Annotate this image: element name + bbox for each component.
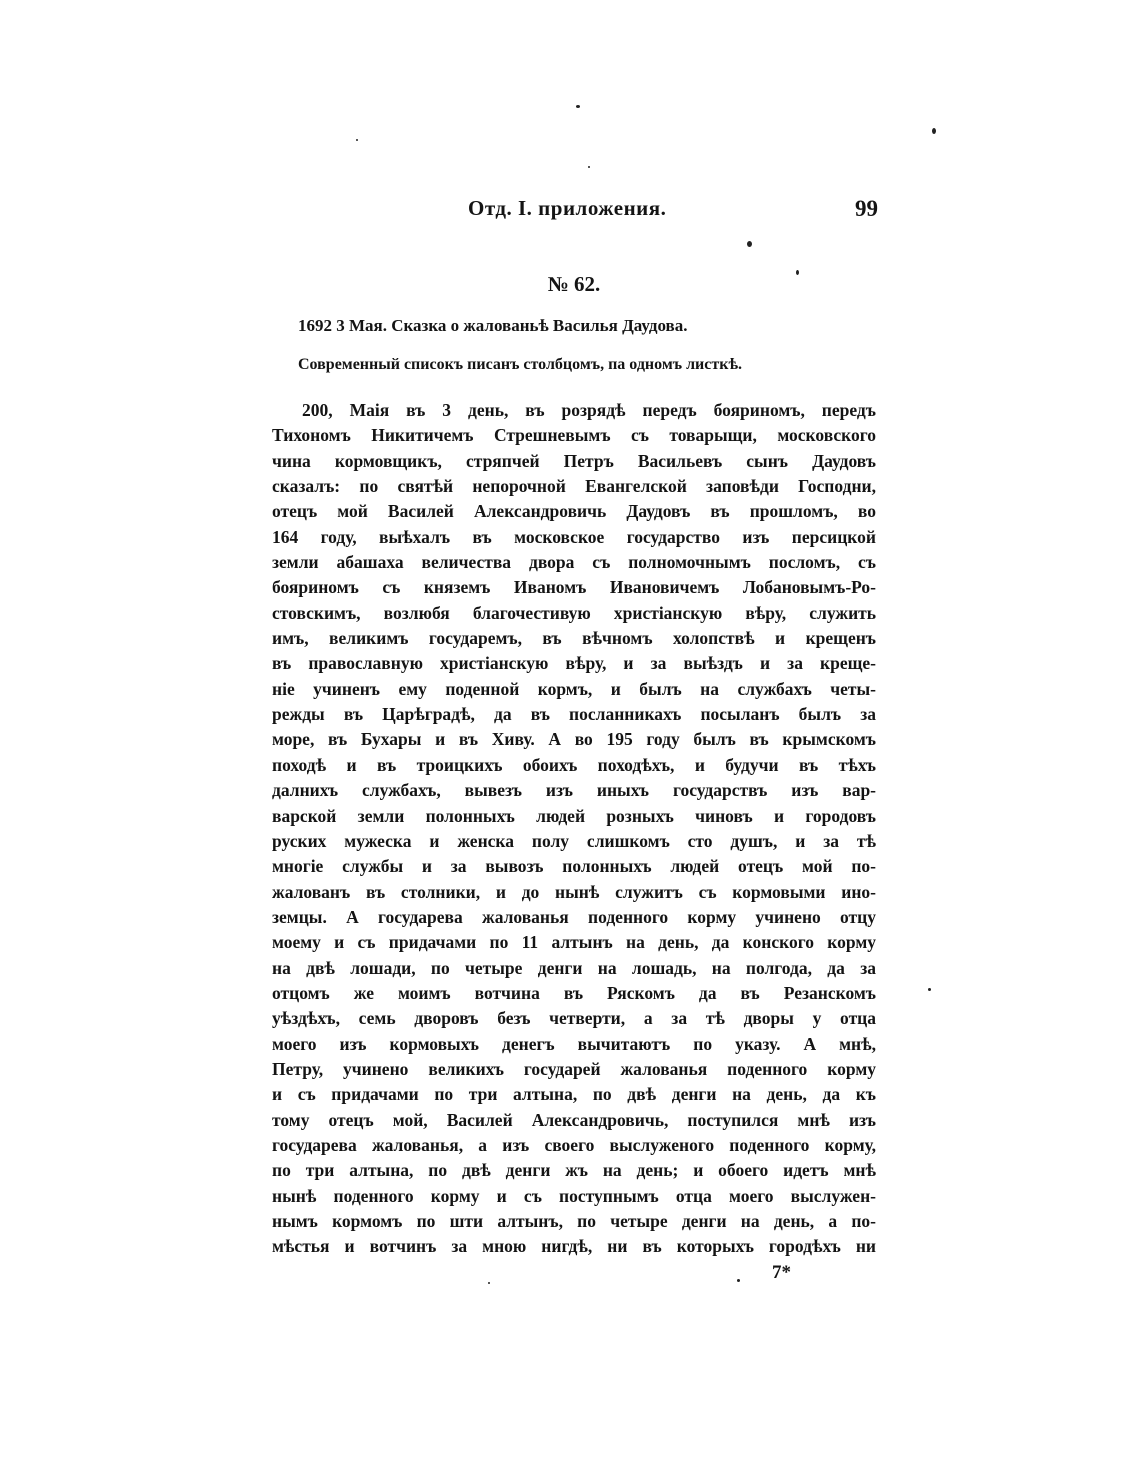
body-line: море, въ Бухары и въ Хиву. А во 195 году былъ въ крымскомъ xyxy=(272,729,876,750)
page-number: 99 xyxy=(855,196,878,221)
scan-speck xyxy=(737,1279,740,1282)
section-title: Отд. I. приложения. xyxy=(468,196,667,220)
scan-speck xyxy=(932,128,936,134)
scan-speck xyxy=(576,105,580,108)
body-line: государева жалованья, а изъ своего выслуженого поденного корму, xyxy=(272,1134,876,1155)
body-line: походѣ и въ троицкихъ обоихъ походѣхъ, и будучи въ тѣхъ xyxy=(272,754,876,775)
scan-speck xyxy=(747,241,752,247)
body-line: чина кормовщикъ, стряпчей Петръ Васильевъ сынъ Даудовъ xyxy=(272,450,876,471)
body-line: мѣстья и вотчинъ за мною нигдѣ, ни въ которыхъ городѣхъ ни xyxy=(272,1236,876,1257)
body-line: сказалъ: по святѣй непорочной Евангелской заповѣди Господни, xyxy=(272,476,876,497)
document-number: № 62. xyxy=(547,272,601,296)
body-line: имъ, великимъ государемъ, въ вѣчномъ холопствѣ и крещенъ xyxy=(272,628,876,649)
running-head xyxy=(468,196,878,226)
scan-speck xyxy=(928,988,931,991)
body-line: моего изъ кормовыхъ денегъ вычитаютъ по указу. А мнѣ, xyxy=(272,1033,876,1054)
body-line: режды въ Царѣградѣ, да въ посланникахъ посыланъ былъ за xyxy=(272,704,876,725)
signature-mark: 7* xyxy=(772,1262,791,1283)
body-line: варской земли полонныхъ людей розныхъ чиновъ и городовъ xyxy=(272,805,876,826)
body-line: уѣздѣхъ, семь дворовъ безъ четверти, а за тѣ дворы у отца xyxy=(272,1008,876,1029)
document-title: 1692 3 Мая. Сказка о жалованьѣ Василья Даудова. xyxy=(298,316,688,335)
source-note: Современный списокъ писанъ столбцомъ, па одномъ листкѣ. xyxy=(298,356,743,373)
body-line: Тихономъ Никитичемъ Стрешневымъ съ товарыщи, московского xyxy=(272,425,876,446)
scan-speck xyxy=(488,1282,490,1284)
body-line: моему и съ придачами по 11 алтынъ на день, да конского корму xyxy=(272,932,876,953)
body-line: отецъ мой Василей Александровичь Даудовъ въ прошломъ, во xyxy=(272,501,876,522)
body-line: и съ придачами по три алтына, по двѣ денги на день, да къ xyxy=(272,1084,876,1105)
scan-speck xyxy=(796,270,799,275)
body-line: земцы. А государева жалованья поденного корму учинено отцу xyxy=(272,906,876,927)
body-line: земли абашаха величества двора съ полномочнымъ посломъ, съ xyxy=(272,552,876,573)
body-text xyxy=(272,398,876,1260)
body-line: многіе службы и за вывозъ полонныхъ людей отецъ мой по- xyxy=(272,856,876,877)
body-line: жалованъ въ столники, и до нынѣ служитъ съ кормовыми ино- xyxy=(272,881,876,902)
body-line: далнихъ службахъ, вывезъ изъ иныхъ государствъ изъ вар- xyxy=(272,780,876,801)
body-line: Петру, учинено великихъ государей жалованья поденного корму xyxy=(272,1058,876,1079)
body-line: въ православную христіанскую вѣру, и за выѣздъ и за креще- xyxy=(272,653,876,674)
body-line: тому отецъ мой, Василей Александровичь, поступился мнѣ изъ xyxy=(272,1109,876,1130)
body-line: нымъ кормомъ по шти алтынъ, по четыре денги на день, а по- xyxy=(272,1211,876,1231)
body-line: стовскимъ, возлюбя благочестивую христіанскую вѣру, служить xyxy=(272,602,876,623)
scan-speck xyxy=(356,139,358,141)
body-line: 164 году, выѣхалъ въ московское государство изъ персицкой xyxy=(272,526,876,547)
body-line: ніе учиненъ ему поденной кормъ, и былъ на службахъ четы- xyxy=(272,678,876,699)
body-line: руских мужеска и женска полу слишкомъ сто душъ, и за тѣ xyxy=(272,830,876,851)
body-line: 200, Маія въ 3 день, въ розрядѣ передъ бояриномъ, передъ xyxy=(302,400,876,420)
scan-speck xyxy=(588,166,590,168)
body-line: по три алтына, по двѣ денги жъ на день; и обоего идетъ мнѣ xyxy=(272,1160,876,1181)
body-line: отцомъ же моимъ вотчина въ Ряскомъ да въ Резанскомъ xyxy=(272,982,876,1003)
body-line: нынѣ поденного корму и съ поступнымъ отца моего выслужен- xyxy=(272,1185,876,1206)
body-line: на двѣ лошади, по четыре денги на лошадь, на полгода, да за xyxy=(272,957,876,978)
body-line: бояриномъ съ княземъ Иваномъ Ивановичемъ Лобановымъ-Ро- xyxy=(272,577,876,598)
